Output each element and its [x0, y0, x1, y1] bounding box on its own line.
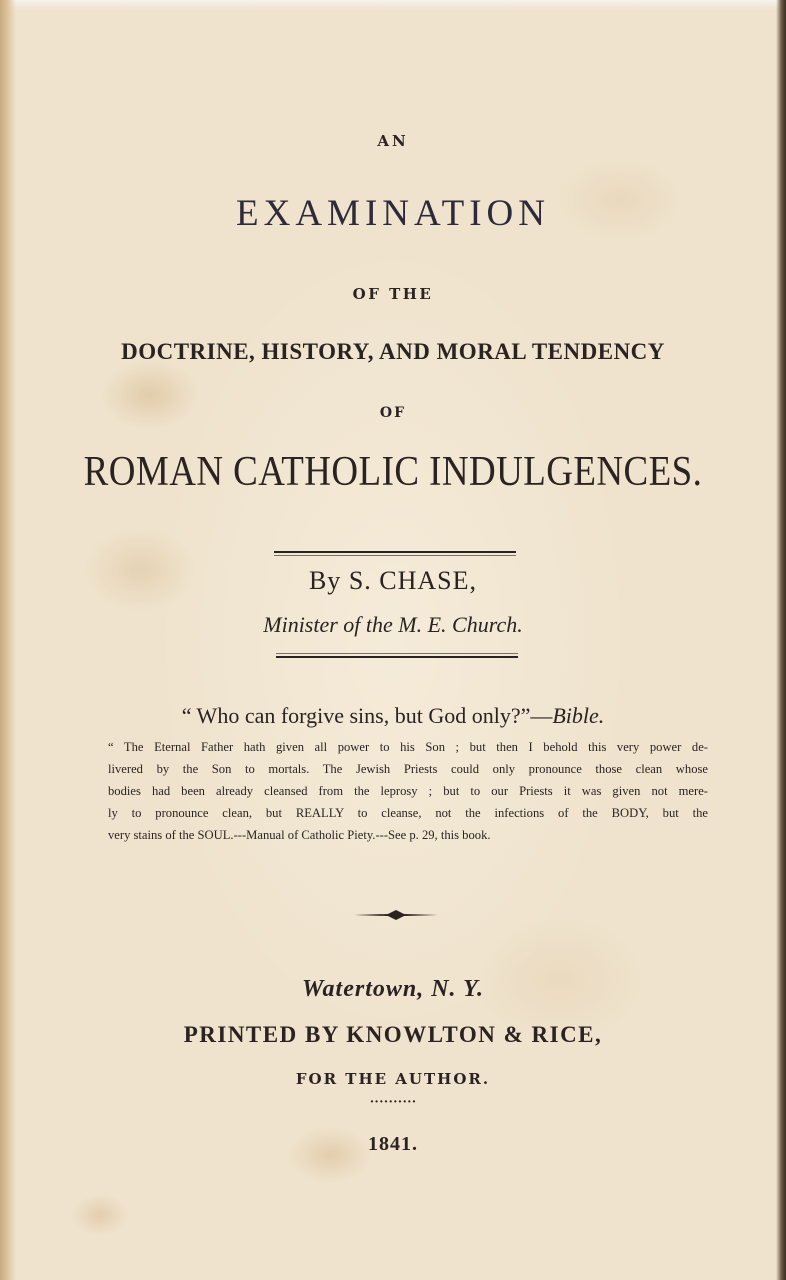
rule-top-thin — [274, 555, 516, 556]
rule-bottom-thick — [276, 656, 518, 658]
epigraph-manual-line: “ The Eternal Father hath given all power to his Son ; but then I behold this very power de- — [108, 740, 708, 754]
publication-year: 1841. — [368, 1133, 418, 1155]
epigraph-bible — [0, 703, 786, 729]
dotted-divider: ·········· — [369, 1095, 417, 1110]
ornament-divider-icon — [352, 907, 440, 923]
epigraph-manual-line: livered by the Son to mortals. The Jewish Priests could only pronounce those clean whose — [108, 762, 708, 776]
author-title: Minister of the M. E. Church. — [263, 612, 523, 637]
epigraph-bible-text: “ Who can forgive sins, but God only?”— — [181, 703, 553, 728]
byline-by: By — [308, 566, 342, 595]
main-title: EXAMINATION — [236, 193, 550, 234]
title-an: AN — [377, 132, 409, 150]
epigraph-manual-line: very stains of the SOUL.---Manual of Catholic Piety.---See p. 29, this book. — [108, 828, 491, 842]
printer: PRINTED BY KNOWLTON & RICE, — [183, 1022, 603, 1047]
title-of-the: OF THE — [352, 285, 434, 303]
place-of-publication: Watertown, N. Y. — [301, 976, 485, 1002]
byline-author: S. CHASE, — [348, 566, 478, 595]
byline — [0, 566, 786, 596]
epigraph-manual — [108, 736, 708, 846]
epigraph-manual-line: ly to pronounce clean, but REALLY to cleanse, not the infections of the BODY, but the — [108, 806, 708, 820]
page-top-edge — [0, 0, 786, 10]
rule-top-thick — [274, 551, 516, 553]
for-the-author: FOR THE AUTHOR. — [295, 1070, 491, 1088]
title-topic: ROMAN CATHOLIC INDULGENCES. — [83, 449, 703, 495]
title-subject: DOCTRINE, HISTORY, AND MORAL TENDENCY — [121, 339, 665, 364]
rule-bottom-thin — [276, 653, 518, 654]
title-of: OF — [379, 405, 407, 421]
epigraph-bible-source: Bible. — [552, 703, 605, 728]
epigraph-manual-line: bodies had been already cleansed from the leprosy ; but to our Priests it was given not mere- — [108, 784, 708, 798]
